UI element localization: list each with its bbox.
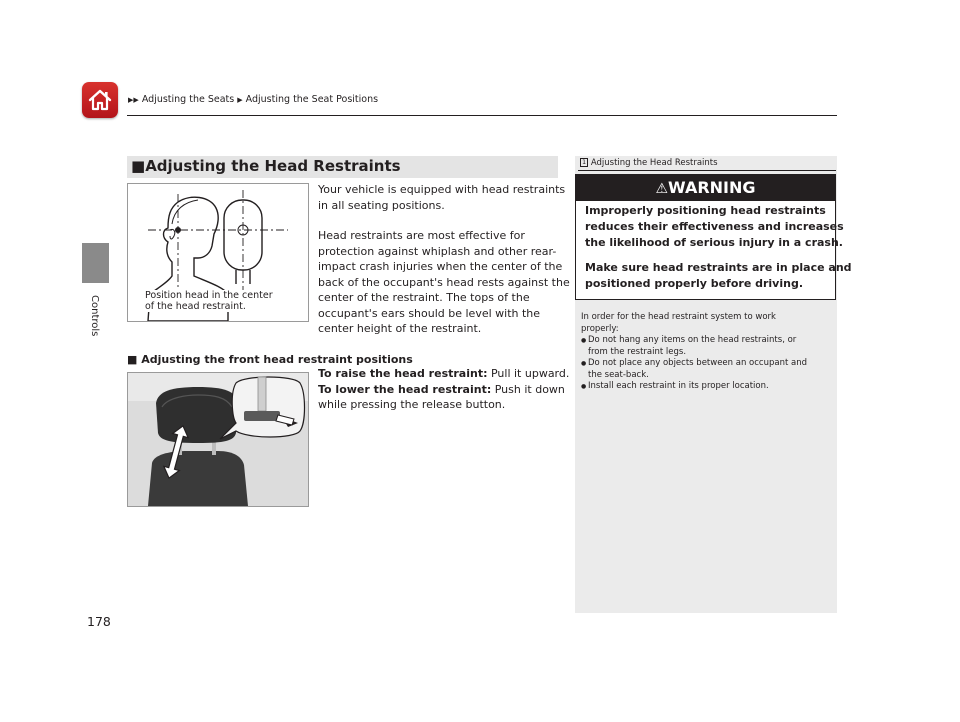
chapter-tab[interactable] (82, 243, 109, 283)
bullet-item: ● Install each restraint in its proper location. (581, 381, 807, 393)
note-divider (578, 170, 836, 171)
text-line: properly: (581, 323, 619, 334)
section-title-text: Adjusting the Head Restraints (145, 157, 401, 175)
adjust-instructions (318, 366, 569, 413)
section-title (131, 157, 401, 175)
bullet-item: ● Do not hang any items on the head restraints, or (581, 335, 807, 347)
effectiveness-paragraph (318, 228, 570, 337)
warning-message (585, 260, 852, 292)
lower-instruction (318, 382, 569, 398)
lower-label: To lower the head restraint: (318, 382, 492, 396)
breadcrumb-item-seats[interactable]: Adjusting the Seats (141, 94, 235, 105)
lower-text: Push it down (491, 382, 565, 396)
breadcrumb-arrow-icon: ▶▶ (128, 96, 139, 104)
text-line: from the restraint legs. (588, 346, 687, 357)
text-line: Your vehicle is equipped with head restraints (318, 183, 566, 196)
raise-instruction (318, 366, 569, 382)
subsection-marker-icon: ■ (127, 353, 138, 366)
text-line: In order for the head restraint system to work (581, 312, 776, 322)
text-line: Improperly positioning head restraints (585, 204, 826, 217)
warning-message (585, 203, 844, 251)
breadcrumb-item-seat-positions[interactable]: Adjusting the Seat Positions (245, 94, 379, 105)
subsection-heading (127, 353, 413, 366)
text-line: impact crash injuries when the center of the (318, 260, 563, 273)
text-line: while pressing the release button. (318, 398, 506, 411)
header-divider (127, 115, 837, 116)
home-button[interactable] (82, 82, 118, 118)
text-line: Make sure head restraints are in place and (585, 261, 852, 274)
note-body (581, 312, 807, 393)
warning-icon: ⚠ (655, 181, 669, 197)
warning-label: WARNING (668, 178, 756, 197)
raise-text: Pull it upward. (487, 367, 570, 380)
breadcrumb (128, 94, 378, 105)
page-number: 178 (87, 614, 111, 629)
text-line: back of the occupant's head rests against the (318, 275, 570, 289)
breadcrumb-arrow-icon: ▶ (237, 96, 243, 104)
caption-line: of the head restraint. (145, 301, 246, 312)
text-line: positioned properly before driving. (585, 277, 804, 290)
text-line: center height of the restraint. (318, 322, 482, 335)
text-line: reduces their effectiveness and increases (585, 220, 844, 233)
text-line: the seat-back. (588, 369, 649, 380)
subsection-title: Adjusting the front head restraint positions (141, 353, 413, 366)
section-marker-icon: ■ (131, 157, 146, 175)
intro-paragraph (318, 182, 565, 213)
text-line: the likelihood of serious injury in a crash. (585, 236, 843, 249)
warning-header (576, 175, 835, 201)
bullet-item: ● Do not place any objects between an occupant and (581, 358, 807, 370)
text-line: occupant's ears should be level with the (318, 306, 541, 320)
text-line: in all seating positions. (318, 198, 445, 212)
figure-caption (143, 290, 275, 312)
text-line: protection against whiplash and other rear- (318, 244, 557, 258)
text-line: center of the restraint. The tops of the (318, 291, 530, 304)
head-restraint-adjust-illustration (127, 372, 309, 507)
text-line: Head restraints are most effective for (318, 229, 525, 242)
caption-line: Position head in the center (145, 290, 273, 301)
home-icon (82, 82, 118, 118)
raise-label: To raise the head restraint: (318, 367, 488, 380)
chapter-label: Controls (89, 295, 100, 337)
note-title (580, 158, 718, 168)
note-reference-icon: 1 (582, 158, 587, 166)
note-title-text: Adjusting the Head Restraints (590, 158, 718, 168)
